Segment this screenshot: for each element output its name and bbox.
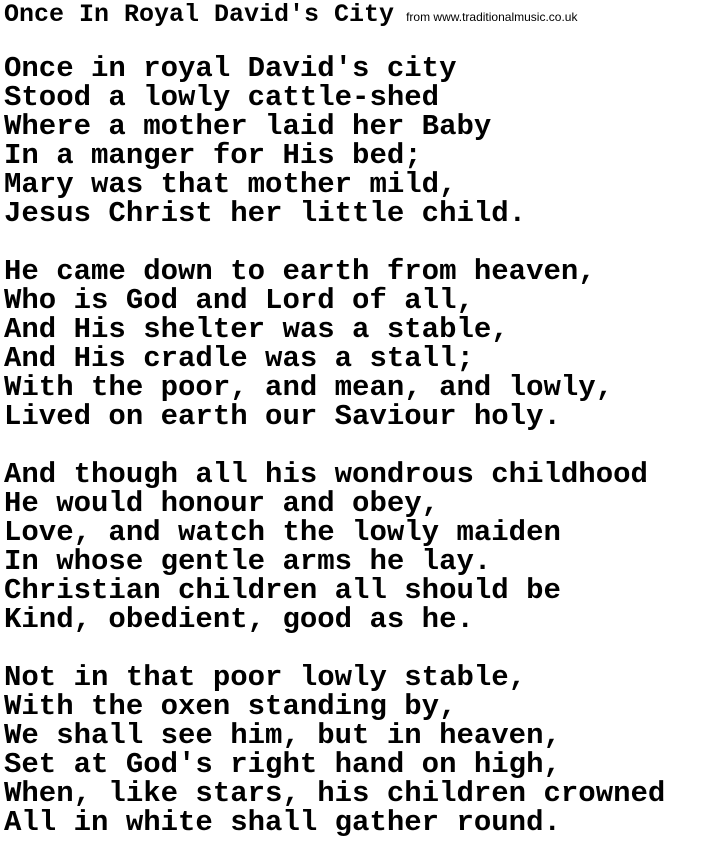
lyric-line: Love, and watch the lowly maiden bbox=[4, 516, 561, 549]
lyric-line: In whose gentle arms he lay. bbox=[4, 545, 492, 578]
lyric-line: Who is God and Lord of all, bbox=[4, 284, 474, 317]
header bbox=[4, 0, 577, 30]
lyric-line: Jesus Christ her little child. bbox=[4, 197, 527, 230]
lyric-line: Christian children all should be bbox=[4, 574, 561, 607]
lyric-line: Lived on earth our Saviour holy. bbox=[4, 400, 561, 433]
lyric-line: Kind, obedient, good as he. bbox=[4, 603, 474, 636]
lyric-line: With the poor, and mean, and lowly, bbox=[4, 371, 614, 404]
lyric-line: And though all his wondrous childhood bbox=[4, 458, 648, 491]
verse-3 bbox=[4, 460, 720, 634]
page-title: Once In Royal David's City bbox=[4, 0, 395, 29]
source-credit: from www.traditionalmusic.co.uk bbox=[406, 10, 578, 24]
lyric-line: Where a mother laid her Baby bbox=[4, 110, 492, 143]
lyric-line: Set at God's right hand on high, bbox=[4, 748, 561, 781]
lyric-line: Once in royal David's city bbox=[4, 52, 457, 85]
lyric-line: In a manger for His bed; bbox=[4, 139, 422, 172]
lyric-line: He would honour and obey, bbox=[4, 487, 440, 520]
lyric-line: Not in that poor lowly stable, bbox=[4, 661, 527, 694]
lyric-line: Stood a lowly cattle-shed bbox=[4, 81, 440, 114]
lyrics bbox=[4, 54, 720, 866]
lyric-line: Mary was that mother mild, bbox=[4, 168, 457, 201]
verse-4 bbox=[4, 663, 720, 837]
lyric-line: And His cradle was a stall; bbox=[4, 342, 474, 375]
lyric-line: When, like stars, his children crowned bbox=[4, 777, 666, 810]
verse-1 bbox=[4, 54, 720, 228]
lyric-line: We shall see him, but in heaven, bbox=[4, 719, 561, 752]
lyric-line: And His shelter was a stable, bbox=[4, 313, 509, 346]
lyric-line: With the oxen standing by, bbox=[4, 690, 457, 723]
verse-2 bbox=[4, 257, 720, 431]
lyric-line: All in white shall gather round. bbox=[4, 806, 561, 839]
lyric-line: He came down to earth from heaven, bbox=[4, 255, 596, 288]
